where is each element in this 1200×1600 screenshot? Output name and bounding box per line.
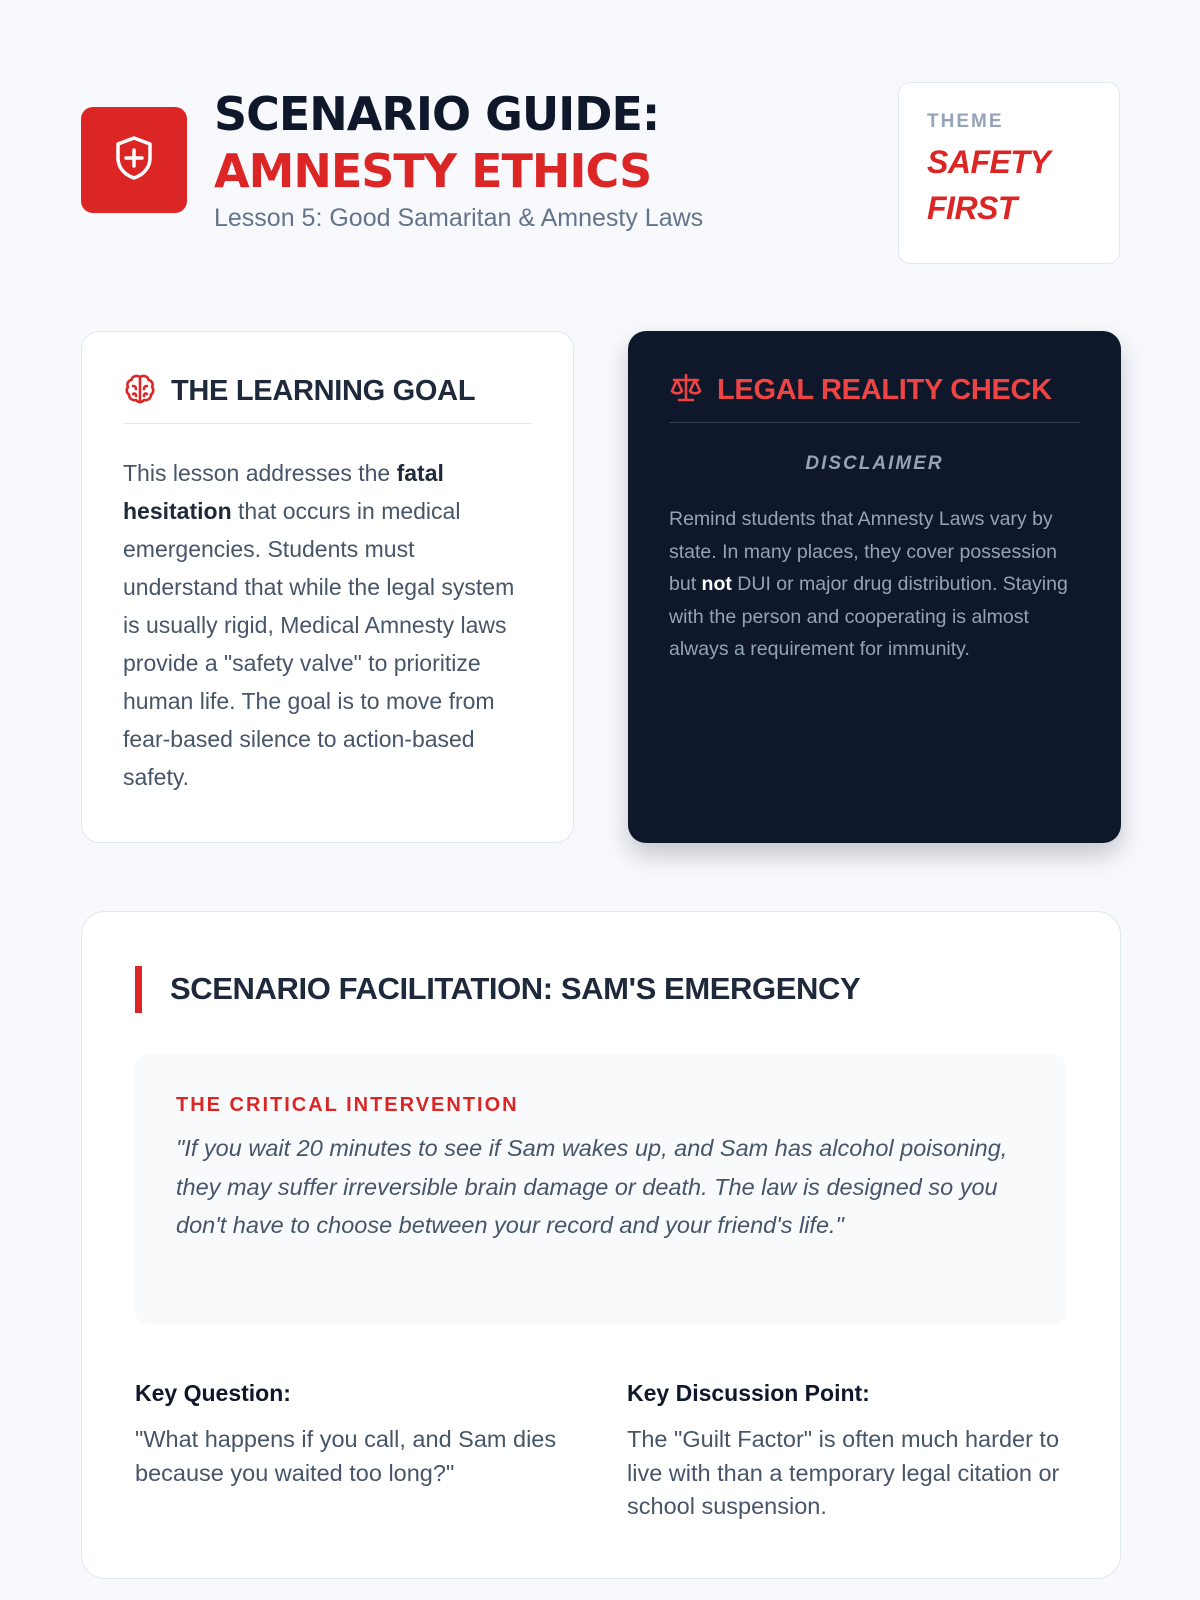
key-point-title: Key Discussion Point:	[627, 1380, 870, 1406]
learning-goal-title: THE LEARNING GOAL	[171, 375, 476, 407]
disclaimer-label: DISCLAIMER	[805, 453, 944, 474]
logo	[81, 107, 187, 213]
learning-goal-emphasis: fatal hesitation	[123, 460, 444, 524]
legal-reality-title: LEGAL REALITY CHECK	[717, 374, 1052, 406]
learning-goal-header	[123, 372, 532, 424]
intervention-label: THE CRITICAL INTERVENTION	[176, 1094, 519, 1116]
scenario-header	[135, 965, 860, 1013]
legal-reality-header	[669, 371, 1080, 423]
theme-card	[898, 82, 1120, 264]
legal-text-part: DUI or major drug distribution. Staying with the person and cooperating is almost always a requirement for immunity.	[669, 573, 1068, 660]
title-block	[214, 86, 703, 233]
shield-plus-icon	[112, 134, 156, 187]
brain-icon	[123, 372, 157, 411]
key-point-text: The "Guilt Factor" is often much harder to live with than a temporary legal citation or school suspension.	[627, 1426, 1060, 1519]
page-subtitle: Lesson 5: Good Samaritan & Amnesty Laws	[214, 204, 704, 232]
legal-text-part: Remind students that Amnesty Laws vary by state. In many places, they cover possession but	[669, 508, 1058, 595]
header	[81, 82, 1121, 264]
key-question-text: "What happens if you call, and Sam dies because you waited too long?"	[135, 1426, 557, 1486]
page-title: SCENARIO GUIDE:	[214, 87, 660, 141]
learning-goal-text	[123, 454, 532, 796]
theme-value-line1: SAFETY	[927, 144, 1051, 180]
page-title-accent: AMNESTY ETHICS	[214, 144, 652, 198]
intervention-quote: "If you wait 20 minutes to see if Sam wakes up, and Sam has alcohol poisoning, they may suffer irreversible brain damage or death. The law is designed so you don't have to choose between your record and your friend's life."	[176, 1135, 1008, 1238]
critical-intervention-box	[135, 1054, 1066, 1324]
learning-goal-text-part: that occurs in medical emergencies. Students must understand that while the legal system is usually rigid, Medical Amnesty laws provide a "safety valve" to prioritize human life. The goal is to move from fear-based silence to action-based safety.	[123, 498, 515, 790]
key-question-title: Key Question:	[135, 1380, 291, 1406]
legal-reality-card	[628, 331, 1121, 843]
accent-bar	[135, 966, 142, 1013]
legal-text-emphasis: not	[701, 573, 732, 595]
theme-label: THEME	[927, 111, 1004, 132]
key-question	[135, 1380, 575, 1490]
scale-icon	[669, 372, 703, 409]
scenario-title: SCENARIO FACILITATION: SAM'S EMERGENCY	[170, 971, 861, 1006]
legal-reality-text	[669, 503, 1080, 666]
theme-value	[927, 139, 1091, 231]
key-discussion-point	[627, 1380, 1067, 1524]
learning-goal-card	[81, 331, 574, 843]
learning-goal-text-part: This lesson addresses the	[123, 460, 397, 486]
theme-value-line2: FIRST	[927, 190, 1017, 226]
scenario-card	[81, 911, 1121, 1579]
